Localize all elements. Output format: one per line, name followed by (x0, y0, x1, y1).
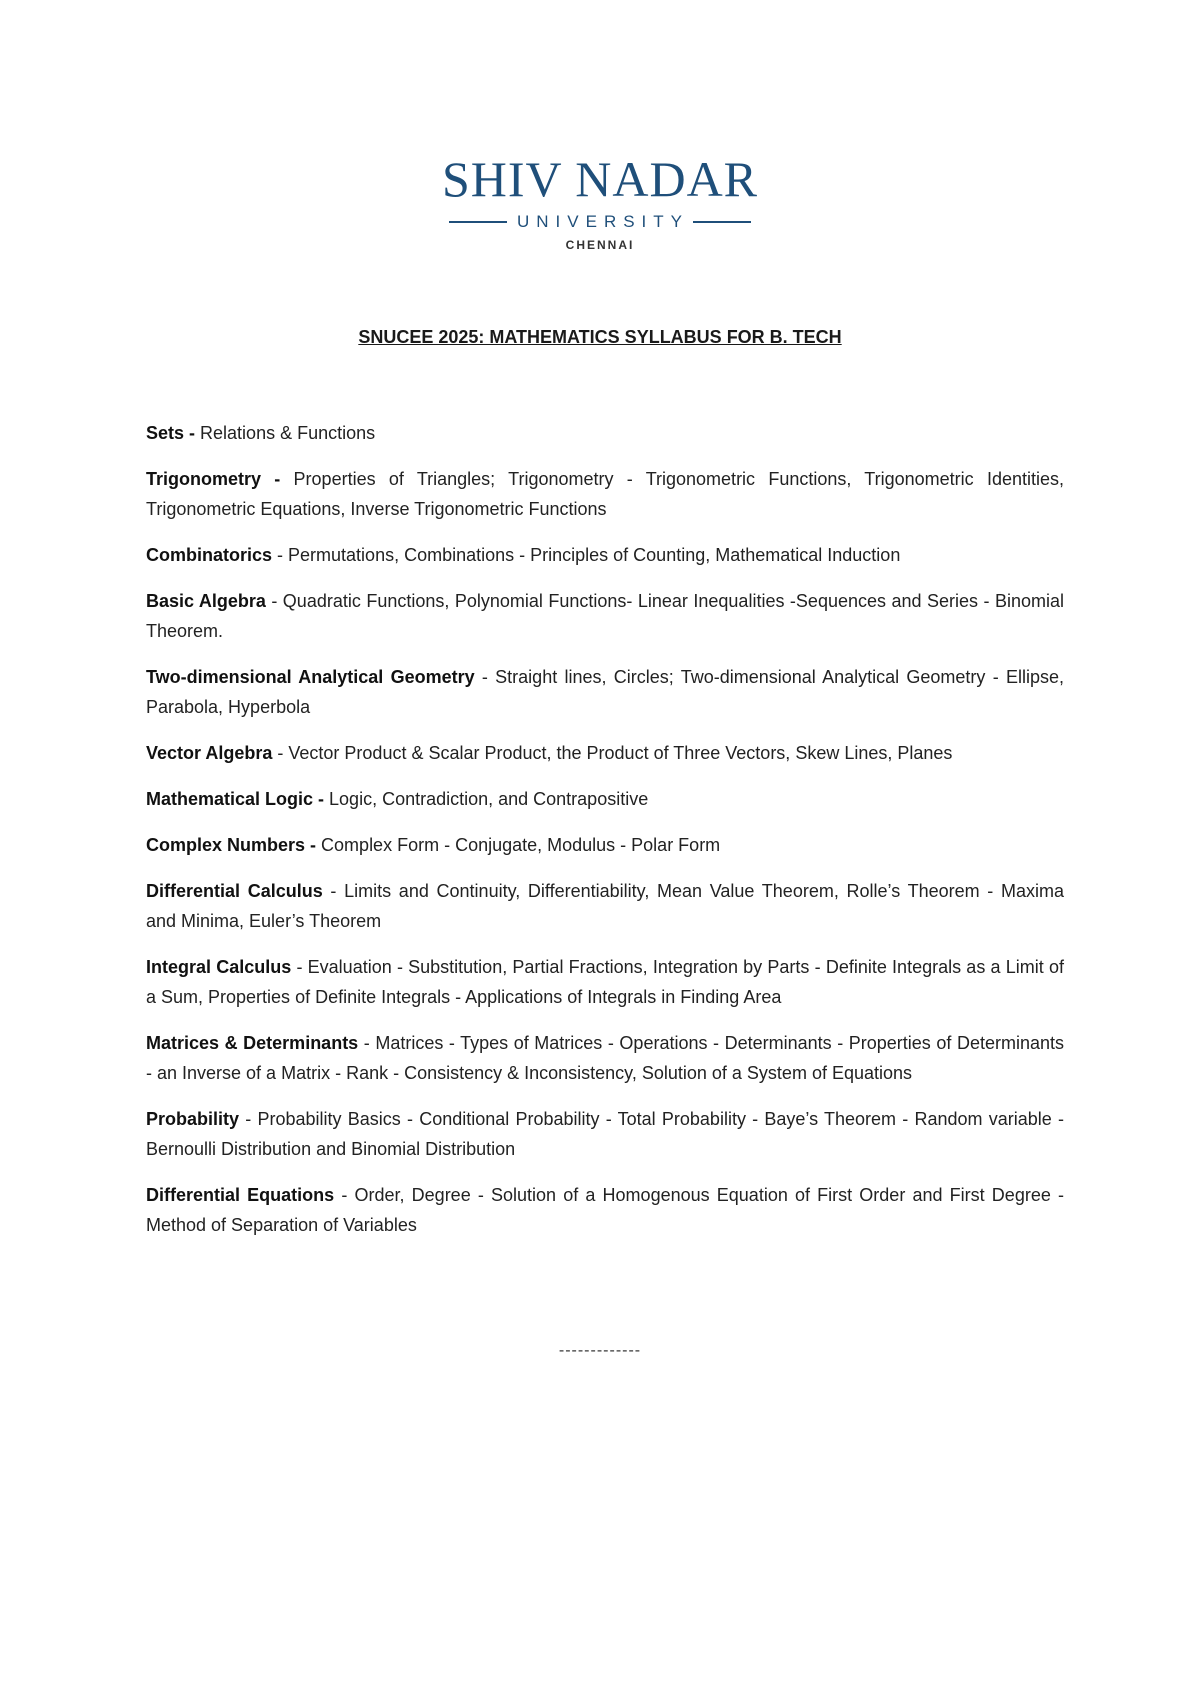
syllabus-topic (146, 586, 1064, 646)
topic-name: Vector Algebra (146, 743, 273, 763)
syllabus-topic (146, 830, 1064, 860)
topic-name: Probability (146, 1109, 240, 1129)
topic-description: - Probability Basics - Conditional Probability - Total Probability - Baye’s Theorem - Random variable - Bernoulli Distribution and Binomial Distribution (146, 1109, 1064, 1159)
syllabus-topic (146, 662, 1064, 722)
syllabus-topic (146, 464, 1064, 524)
logo-wordmark: SHIV NADAR (441, 151, 759, 207)
logo-rule-left (449, 221, 507, 223)
topic-description: - Limits and Continuity, Differentiability, Mean Value Theorem, Rolle’s Theorem - Maxima and Minima, Euler’s Theorem (146, 881, 1064, 931)
topic-name: Combinatorics (146, 545, 273, 565)
university-logo (0, 150, 1200, 252)
syllabus-topic (146, 540, 1064, 570)
syllabus-topic (146, 952, 1064, 1012)
topic-name: Matrices & Determinants (146, 1033, 359, 1053)
topic-name: Two-dimensional Analytical Geometry (146, 667, 475, 687)
logo-subtitle-row (0, 210, 1200, 234)
syllabus-topic (146, 1180, 1064, 1240)
syllabus-list (146, 418, 1064, 1256)
topic-description: - Evaluation - Substitution, Partial Fractions, Integration by Parts - Definite Integrals as a Limit of a Sum, Properties of Definite Integrals - Applications of Integrals in Finding Area (146, 957, 1064, 1007)
topic-description: Logic, Contradiction, and Contrapositive (324, 789, 649, 809)
logo-city: CHENNAI (565, 238, 635, 252)
topic-name: Sets - (146, 423, 196, 443)
end-divider: ------------- (558, 1342, 642, 1359)
syllabus-topic (146, 1028, 1064, 1088)
topic-description: - Vector Product & Scalar Product, the Product of Three Vectors, Skew Lines, Planes (272, 743, 953, 763)
topic-description: - Matrices - Types of Matrices - Operations - Determinants - Properties of Determinants - an Inverse of a Matrix - Rank - Consistency & Inconsistency, Solution of a System of Equations (146, 1033, 1064, 1083)
topic-description: Properties of Triangles; Trigonometry - Trigonometric Functions, Trigonometric Identities, Trigonometric Equations, Inverse Trigonometric Functions (146, 469, 1064, 519)
topic-name: Complex Numbers - (146, 835, 317, 855)
topic-description: - Order, Degree - Solution of a Homogenous Equation of First Order and First Degree - Method of Separation of Variables (146, 1185, 1064, 1235)
logo-subtitle: UNIVERSITY (516, 212, 690, 231)
topic-description: Relations & Functions (195, 423, 376, 443)
syllabus-topic (146, 418, 1064, 448)
topic-description: - Quadratic Functions, Polynomial Functions- Linear Inequalities -Sequences and Series - Binomial Theorem. (146, 591, 1064, 641)
syllabus-topic (146, 876, 1064, 936)
topic-name: Differential Equations (146, 1185, 335, 1205)
topic-name: Integral Calculus (146, 957, 292, 977)
syllabus-topic (146, 784, 1064, 814)
logo-rule-right (693, 221, 751, 223)
document-title: SNUCEE 2025: MATHEMATICS SYLLABUS FOR B. TECH (358, 327, 842, 347)
topic-name: Mathematical Logic - (146, 789, 325, 809)
topic-name: Trigonometry - (146, 469, 281, 489)
topic-name: Differential Calculus (146, 881, 323, 901)
topic-description: Complex Form - Conjugate, Modulus - Polar Form (316, 835, 721, 855)
topic-description: - Permutations, Combinations - Principles of Counting, Mathematical Induction (272, 545, 901, 565)
syllabus-topic (146, 1104, 1064, 1164)
syllabus-topic (146, 738, 1064, 768)
topic-description: - Straight lines, Circles; Two-dimensional Analytical Geometry - Ellipse, Parabola, Hyperbola (146, 667, 1064, 717)
topic-name: Basic Algebra (146, 591, 266, 611)
